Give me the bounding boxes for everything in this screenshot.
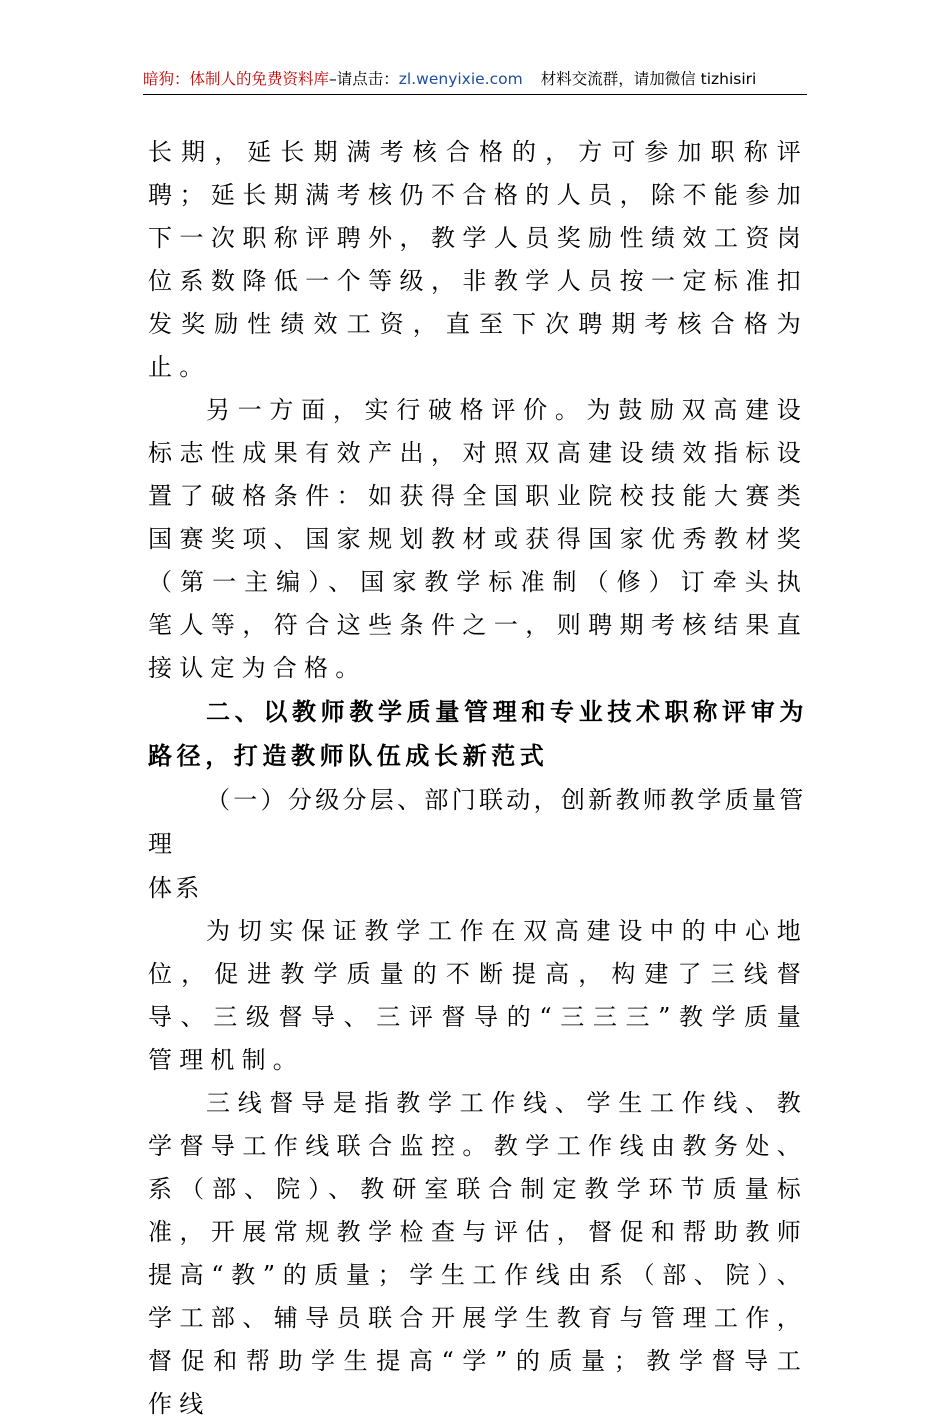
paragraph-three-lines: 三线督导是指教学工作线、学生工作线、教学督导工作线联合监控。教学工作线由教务处、系（部、院）、教研室联合制定教学环节质量标准，开展常规教学检查与评估，督促和帮助教师提高“教”的质量；学生工作线由系（部、院）、学工部、辅导员联合开展学生教育与管理工作，督促和帮助学生提高“学”的质量；教学督导工作线: [148, 1089, 808, 1418]
paragraph-continuation: 长期，延长期满考核合格的，方可参加职称评聘；延长期满考核仍不合格的人员，除不能参加下一次职称评聘外，教学人员奖励性绩效工资岗位系数降低一个等级，非教学人员按一定标准扣发奖励性绩效工资，直至下次聘期考核合格为止。: [148, 138, 808, 381]
section-heading: 二、以教师教学质量管理和专业技术职称评审为路径，打造教师队伍成长新范式: [148, 698, 808, 770]
header-contact: 材料交流群，请加微信 tizhisiri: [540, 70, 757, 88]
document-body: [148, 131, 808, 1426]
paragraph-quality-mechanism: 为切实保证教学工作在双高建设中的中心地位，促进教学质量的不断提高，构建了三线督导、三级督导、三评督导的“三三三”教学质量管理机制。: [148, 917, 808, 1074]
paragraph-exceptional-evaluation: 另一方面，实行破格评价。为鼓励双高建设标志性成果有效产出，对照双高建设绩效指标设置了破格条件：如获得全国职业院校技能大赛类国赛奖项、国家规划教材或获得国家优秀教材奖（第一主编）、国家教学标准制（修）订牵头执笔人等，符合这些条件之一，则聘期考核结果直接认定为合格。: [148, 396, 808, 682]
header-click-prompt: –请点击：: [329, 70, 399, 88]
subsection-heading: [148, 778, 808, 910]
page-header: [143, 64, 807, 95]
subsection-heading-line1: （一）分级分层、部门联动，创新教师教学质量管理: [148, 786, 807, 858]
subsection-heading-line2: 体系: [148, 874, 203, 902]
header-link[interactable]: zl.wenyixie.com: [398, 70, 523, 88]
header-brand: 暗狗：体制人的免费资料库: [143, 70, 330, 88]
